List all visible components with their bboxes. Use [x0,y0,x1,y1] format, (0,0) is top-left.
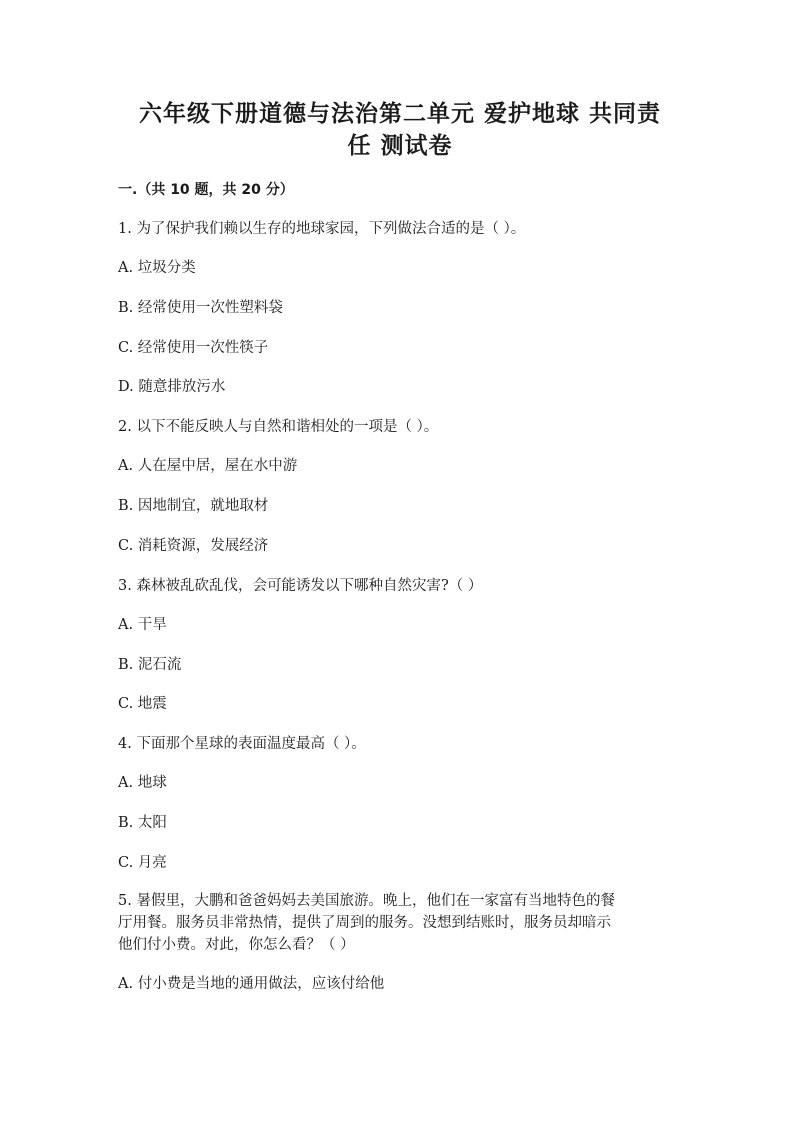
question-5-option-a: A. 付小费是当地的通用做法，应该付给他 [118,976,385,992]
question-2-option-b: B. 因地制宜，就地取材 [118,498,269,514]
question-4-stem: 4. 下面那个星球的表面温度最高（ ）。 [118,736,366,752]
question-2-option-a: A. 人在屋中居，屋在水中游 [118,458,298,474]
question-1-option-c: C. 经常使用一次性筷子 [118,340,269,356]
question-3-option-c: C. 地震 [118,696,167,712]
question-2-stem: 2. 以下不能反映人与自然和谐相处的一项是（ ）。 [118,419,439,435]
question-4-option-c: C. 月亮 [118,855,167,871]
question-5-stem-line-2: 厅用餐。服务员非常热情，提供了周到的服务。没想到结账时，服务员却暗示 [118,915,611,931]
document-title-line-1: 六年级下册道德与法治第二单元 爱护地球 共同责 [138,101,661,127]
question-4-option-b: B. 太阳 [118,815,167,831]
question-3-option-b: B. 泥石流 [118,657,182,673]
question-4-option-a: A. 地球 [118,775,167,791]
question-1-option-a: A. 垃圾分类 [118,260,196,276]
question-2-option-c: C. 消耗资源，发展经济 [118,538,269,554]
document-title-line-2: 任 测试卷 [347,133,453,159]
question-3-option-a: A. 干旱 [118,617,167,633]
question-1-option-d: D. 随意排放污水 [118,379,226,395]
question-1-stem: 1. 为了保护我们赖以生存的地球家园，下列做法合适的是（ ）。 [118,221,526,237]
question-3-stem: 3. 森林被乱砍乱伐，会可能诱发以下哪种自然灾害?（ ） [118,578,483,594]
question-1-option-b: B. 经常使用一次性塑料袋 [118,300,283,316]
question-5-stem-line-3: 他们付小费。对此，你怎么看？（ ） [118,937,355,953]
section-heading: 一.（共 10 题，共 20 分） [118,182,294,198]
question-5-stem-line-1: 5. 暑假里，大鹏和爸爸妈妈去美国旅游。晚上，他们在一家富有当地特色的餐 [118,893,615,909]
